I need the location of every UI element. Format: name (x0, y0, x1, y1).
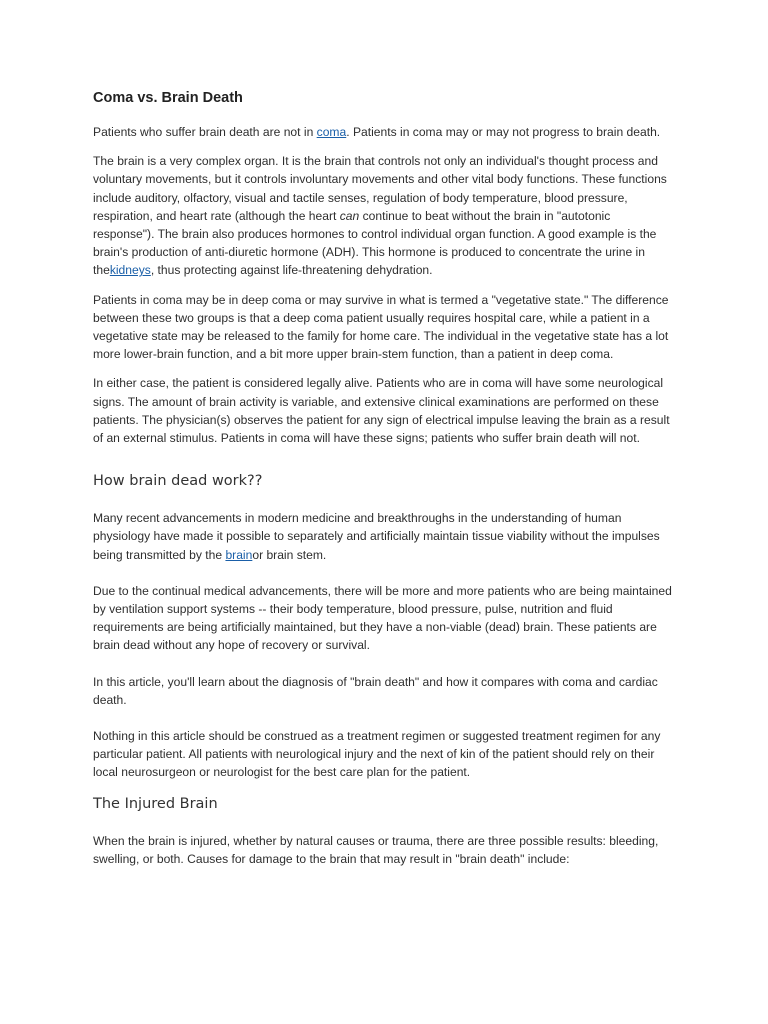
heading-coma-vs-brain-death: Coma vs. Brain Death (93, 90, 243, 106)
paragraph-vegetative-state: Patients in coma may be in deep coma or may survive in what is termed a "vegetative state." The difference between these two groups is that a deep coma patient usually requires hospital care, while a patient in a vegetative state may be released to the family for home care. The individual in the vegetative state has a lot more lower-brain function, and a bit more upper brain-stem function, than a patient in deep coma. (93, 292, 669, 362)
text-segment: continue to beat without the brain in "autotonic response"). The brain also produces hormones to control individual organ function. A good example is the brain's production of anti-diuretic hormone (ADH). This hormone is produced to concentrate the urine in the (93, 208, 657, 278)
coma-link[interactable]: coma (316, 125, 347, 139)
paragraph-ventilation: Due to the continual medical advancements, there will be more and more patients who are being maintained by ventilation support systems -- their body temperature, blood pressure, pulse, nutrition and fluid requirements are being artificially maintained, but they have a non-viable (dead) brain. These patients are brain dead without any hope of recovery or survival. (93, 583, 672, 653)
heading-how-brain-dead-work: How brain dead work?? (93, 473, 263, 490)
text-segment: Patients who suffer brain death are not in (93, 125, 317, 139)
heading-injured-brain: The Injured Brain (93, 795, 218, 812)
paragraph-injured-brain: When the brain is injured, whether by natural causes or trauma, there are three possible results: bleeding, swelling, or both. Causes for damage to the brain that may result in "brain death" include: (93, 833, 659, 866)
brain-link[interactable]: brain (225, 547, 253, 562)
paragraph-disclaimer: Nothing in this article should be construed as a treatment regimen or suggested treatment regimen for any particular patient. All patients with neurological injury and the next of kin of the patient should rely on their local neurosurgeon or neurologist for the best care plan for the patient. (93, 729, 661, 780)
text-segment: . Patients in coma may or may not progress to brain death. (346, 125, 661, 139)
paragraph-legally-alive: In either case, the patient is considered legally alive. Patients who are in coma will have some neurological signs. The amount of brain activity is variable, and extensive clinical examinations are performed on these patients. The physician(s) observes the patient for any sign of electrical impulse leaving the brain as a result of an external stimulus. Patients in coma will have these signs; patients who suffer brain death will not. (93, 376, 670, 446)
paragraph-brain-organ (93, 152, 675, 279)
paragraph-article-intro: In this article, you'll learn about the diagnosis of "brain death" and how it compares with coma and cardiac death. (93, 674, 658, 707)
italic-text: can (339, 208, 360, 223)
text-segment: or brain stem. (252, 547, 327, 562)
text-segment: , thus protecting against life-threatening dehydration. (150, 263, 433, 278)
paragraph-coma-intro (93, 123, 675, 141)
kidneys-link[interactable]: kidneys (109, 263, 151, 278)
text-segment: The brain is a very complex organ. It is the brain that controls not only an individual's thought process and voluntary movements, but it controls involuntary movements and other vital body functions. These functions include auditory, olfactory, visual and tactile senses, regulation of body temperature, blood pressure, respiration, and heart rate (although the heart (93, 154, 667, 223)
paragraph-advancements (93, 509, 675, 564)
text-segment: Many recent advancements in modern medicine and breakthroughs in the understanding of human physiology have made it possible to separately and artificially maintain tissue viability without the impulses being transmitted by the (93, 511, 660, 562)
